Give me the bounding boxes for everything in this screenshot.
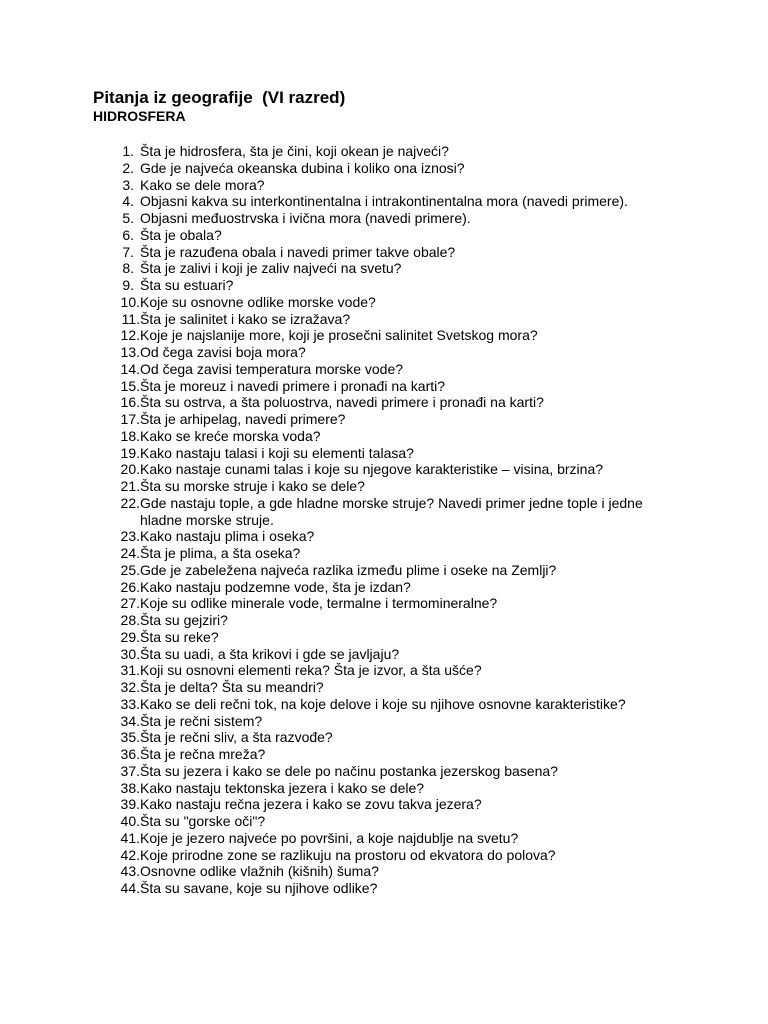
question-text: Šta su "gorske oči"? (140, 813, 266, 829)
question-text: Šta su gejziri? (140, 612, 228, 628)
list-item (0, 210, 768, 227)
document-subtitle: HIDROSFERA (93, 108, 186, 124)
question-text: Gde je zabeležena najveća razlika između plime i oseke na Zemlji? (140, 561, 557, 578)
question-text: Šta su ostrva, a šta poluostrva, navedi primere i pronađi na karti? (140, 394, 544, 411)
question-number: 39. (120, 796, 140, 813)
question-text: Šta je rečni sliv, a šta razvođe? (140, 729, 333, 746)
question-number: 32. (120, 679, 140, 695)
question-text: Objasni međuostrvska i ivična mora (navedi primere). (140, 210, 471, 226)
question-text: Šta su savane, koje su njihove odlike? (140, 880, 378, 896)
question-number: 40. (120, 813, 140, 829)
question-text: Šta je arhipelag, navedi primere? (140, 411, 346, 427)
list-item (0, 545, 768, 562)
list-item (0, 294, 768, 311)
question-number: 9. (122, 277, 134, 293)
question-number: 23. (120, 528, 140, 545)
list-item (0, 646, 768, 663)
question-number: 5. (122, 210, 134, 226)
question-number: 25. (120, 561, 140, 578)
question-number: 20. (120, 461, 140, 478)
list-item (0, 528, 768, 545)
list-item (0, 244, 768, 261)
question-number: 7. (122, 243, 134, 260)
question-number: 8. (122, 260, 134, 277)
question-text: Šta je rečni sistem? (140, 712, 263, 729)
list-item (0, 780, 768, 797)
question-text: Šta je delta? Šta su meandri? (140, 679, 324, 695)
list-item (0, 411, 768, 428)
question-number: 31. (120, 662, 140, 679)
question-text: Šta su jezera i kako se dele po načinu postanka jezerskog basena? (140, 762, 558, 779)
question-number: 19. (120, 444, 140, 461)
question-text: Šta je zalivi i koji je zaliv najveći na svetu? (140, 260, 402, 277)
list-item (0, 378, 768, 395)
question-text: Koje prirodne zone se razlikuju na prostoru od ekvatora do polova? (140, 846, 556, 863)
question-number: 16. (120, 394, 140, 411)
question-number: 38. (120, 779, 140, 796)
question-text: Šta su uadi, a šta krikovi i gde se javljaju? (140, 645, 400, 662)
question-text: Gde nastaju tople, a gde hladne morske struje? Navedi primer jedne tople i jedne hladne morske struje. (140, 494, 643, 528)
document-title: Pitanja iz geografije (VI razred) (93, 88, 346, 107)
question-number: 43. (120, 863, 140, 880)
list-item (0, 796, 768, 813)
list-item (0, 595, 768, 612)
question-text: Gde je najveća okeanska dubina i koliko ona iznosi? (140, 159, 465, 176)
question-number: 34. (120, 712, 140, 729)
list-item (0, 311, 768, 328)
list-item (0, 847, 768, 864)
question-text: Šta je hidrosfera, šta je čini, koji okean je najveći? (140, 143, 449, 159)
question-text: Šta je plima, a šta oseka? (140, 545, 301, 561)
question-text: Kako se kreće morska voda? (140, 427, 321, 444)
list-item (0, 193, 768, 210)
list-item (0, 394, 768, 411)
question-text: Kako se dele mora? (140, 176, 265, 193)
list-item (0, 562, 768, 579)
list-item (0, 177, 768, 194)
question-text: Kako nastaju rečna jezera i kako se zovu takva jezera? (140, 796, 482, 813)
list-item (0, 428, 768, 445)
question-text: Koji su osnovni elementi reka? Šta je izvor, a šta ušće? (140, 662, 482, 679)
list-item (0, 696, 768, 713)
question-text: Šta je salinitet i kako se izražava? (140, 310, 351, 327)
list-item (0, 478, 768, 495)
list-item (0, 445, 768, 462)
list-item (0, 327, 768, 344)
question-number: 18. (120, 427, 140, 444)
question-number: 26. (120, 578, 140, 595)
question-text: Kako nastaju plima i oseka? (140, 528, 315, 545)
question-text: Šta je razuđena obala i navedi primer takve obale? (140, 243, 456, 260)
list-item (0, 143, 768, 160)
question-number: 15. (120, 377, 140, 394)
question-text: Kako nastaju talasi i koji su elementi talasa? (140, 444, 414, 461)
question-number: 22. (120, 494, 140, 511)
question-text: Šta je rečna mreža? (140, 746, 266, 762)
question-text: Šta su morske struje i kako se dele? (140, 478, 365, 494)
list-item (0, 277, 768, 294)
question-number: 2. (122, 159, 134, 176)
question-number: 17. (120, 411, 140, 427)
list-item (0, 461, 768, 478)
question-number: 11. (121, 310, 140, 327)
list-item (0, 746, 768, 763)
list-item (0, 227, 768, 244)
list-item (0, 629, 768, 646)
question-text: Šta su reke? (140, 628, 219, 645)
list-item (0, 813, 768, 830)
list-item (0, 662, 768, 679)
question-number: 41. (120, 829, 140, 846)
list-item (0, 260, 768, 277)
question-text: Koje je jezero najveće po površini, a koje najdublje na svetu? (140, 829, 519, 846)
question-number: 36. (120, 746, 140, 762)
question-text: Šta su estuari? (140, 277, 234, 293)
question-text: Koje su odlike minerale vode, termalne i termomineralne? (140, 595, 498, 612)
list-item (0, 344, 768, 361)
question-text: Osnovne odlike vlažnih (kišnih) šuma? (140, 863, 379, 880)
question-number: 1. (122, 143, 134, 159)
question-number: 10. (120, 293, 140, 310)
question-number: 33. (120, 695, 140, 712)
question-text: Kako nastaje cunami talas i koje su njegove karakteristike – visina, brzina? (140, 461, 604, 478)
question-number: 30. (120, 645, 140, 662)
question-text: Šta je moreuz i navedi primere i pronađi na karti? (140, 377, 446, 394)
list-item (0, 160, 768, 177)
list-item (0, 679, 768, 696)
question-number: 44. (120, 880, 140, 896)
question-text: Objasni kakva su interkontinentalna i intrakontinentalna mora (navedi primere). (140, 193, 628, 210)
question-number: 35. (120, 729, 140, 746)
question-number: 28. (120, 612, 140, 628)
question-number: 37. (120, 762, 140, 779)
question-number: 24. (120, 545, 140, 561)
question-text: Od čega zavisi boja mora? (140, 344, 306, 360)
question-text: Kako se deli rečni tok, na koje delove i koje su njihove osnovne karakteristike? (140, 695, 626, 712)
question-number: 3. (122, 176, 134, 193)
list-item (0, 763, 768, 780)
list-item (0, 863, 768, 880)
question-number: 4. (122, 193, 134, 210)
question-list (0, 143, 768, 897)
list-item (0, 713, 768, 730)
question-number: 13. (120, 344, 140, 360)
question-number: 27. (120, 595, 140, 612)
list-item (0, 830, 768, 847)
question-number: 42. (120, 846, 140, 863)
question-number: 14. (120, 360, 140, 377)
list-item (0, 579, 768, 596)
list-item (0, 880, 768, 897)
question-text: Od čega zavisi temperatura morske vode? (140, 360, 404, 377)
list-item (0, 361, 768, 378)
question-text: Kako nastaju tektonska jezera i kako se dele? (140, 779, 425, 796)
question-number: 21. (120, 478, 140, 494)
question-number: 6. (122, 226, 134, 243)
question-text: Koje su osnovne odlike morske vode? (140, 293, 376, 310)
list-item (0, 495, 768, 529)
list-item (0, 729, 768, 746)
question-text: Koje je najslanije more, koji je prosečni salinitet Svetskog mora? (140, 327, 538, 344)
question-text: Šta je obala? (140, 226, 222, 243)
question-text: Kako nastaju podzemne vode, šta je izdan? (140, 578, 411, 595)
question-number: 12. (120, 327, 140, 344)
list-item (0, 612, 768, 629)
question-number: 29. (120, 628, 140, 645)
